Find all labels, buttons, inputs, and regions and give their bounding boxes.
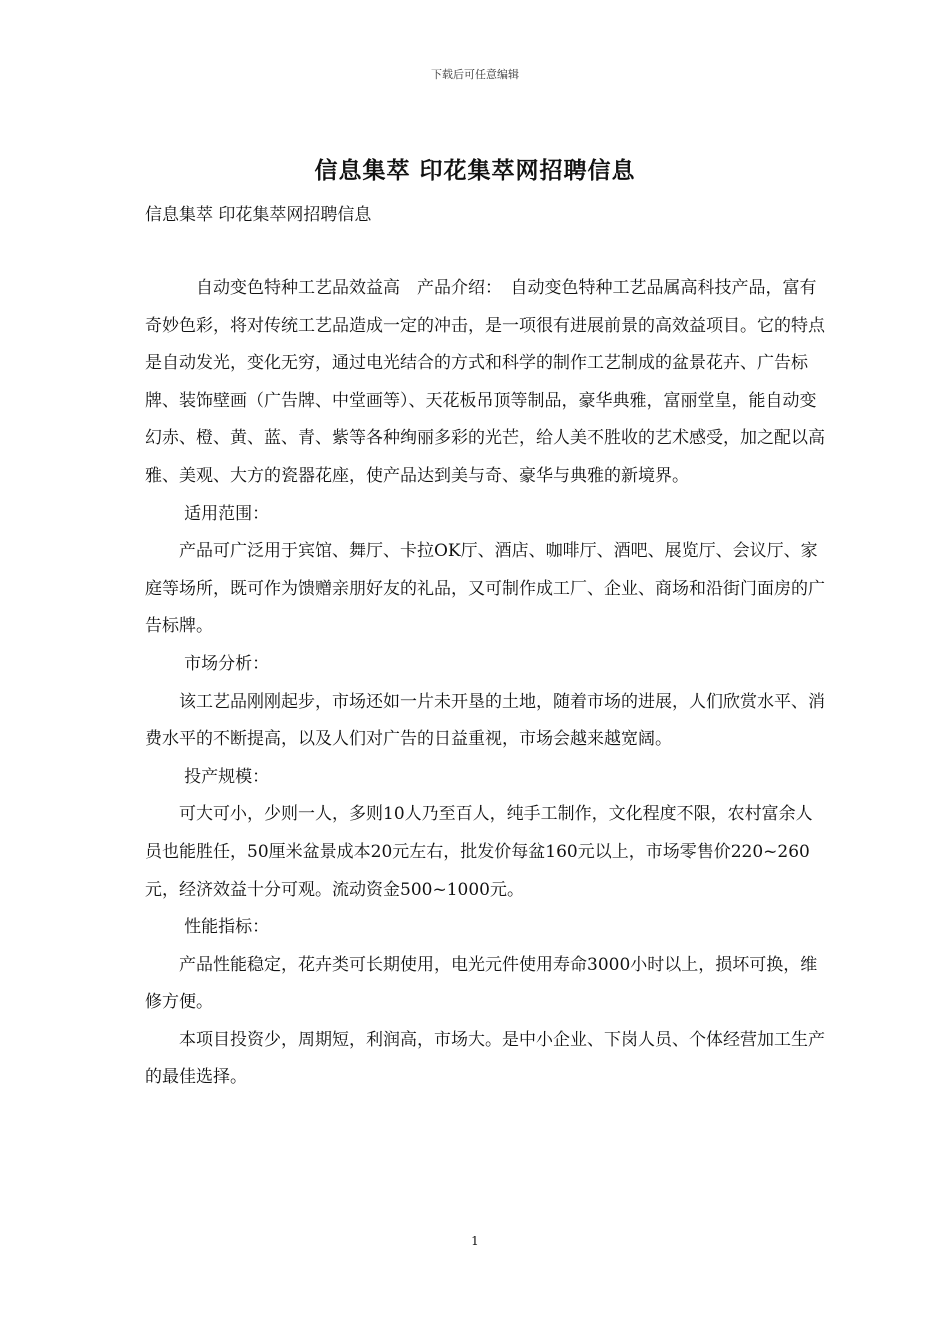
page-number: 1 [471, 1234, 479, 1248]
document-subtitle: 信息集萃 印花集萃网招聘信息 [145, 205, 372, 225]
header-note: 下载后可任意编辑 [431, 68, 519, 81]
section-heading-performance: 性能指标： [184, 917, 270, 938]
paragraph-conclusion: 本项目投资少，周期短，利润高，市场大。是中小企业、下岗人员、个体经营加工生产的最佳选择。 [145, 1029, 825, 1088]
document-title: 信息集萃 印花集萃网招聘信息 [314, 157, 636, 184]
section-heading-market: 市场分析： [184, 653, 270, 674]
section-heading-scale: 投产规模： [184, 766, 270, 787]
paragraph-performance: 产品性能稳定，花卉类可长期使用，电光元件使用寿命3000小时以上，损坏可换，维修方便。 [145, 954, 818, 1013]
paragraph-scope: 产品可广泛用于宾馆、舞厅、卡拉OK厅、酒店、咖啡厅、酒吧、展览厅、会议厅、家庭等场所，既可作为馈赠亲朋好友的礼品，又可制作成工厂、企业、商场和沿街门面房的广告标牌。 [145, 541, 825, 637]
document-body [145, 270, 825, 1097]
paragraph-market: 该工艺品刚刚起步，市场还如一片未开垦的土地，随着市场的进展，人们欣赏水平、消费水平的不断提高，以及人们对广告的日益重视，市场会越来越宽阔。 [145, 691, 825, 750]
paragraph-scale: 可大可小，少则一人，多则10人乃至百人，纯手工制作，文化程度不限，农村富余人员也能胜任，50厘米盆景成本20元左右，批发价每盆160元以上，市场零售价220~260元，经济效益十分可观。流动资金500~1000元。 [145, 804, 813, 900]
section-heading-scope: 适用范围： [184, 503, 270, 524]
paragraph-intro: 自动变色特种工艺品效益高 产品介绍： 自动变色特种工艺品属高科技产品，富有奇妙色彩，将对传统工艺品造成一定的冲击，是一项很有进展前景的高效益项目。它的特点是自动发光，变化无穷，通过电光结合的方式和科学的制作工艺制成的盆景花卉、广告标牌、装饰壁画（广告牌、中堂画等）、天花板吊顶等制品，豪华典雅，富丽堂皇，能自动变幻赤、橙、黄、蓝、青、紫等各种绚丽多彩的光芒，给人美不胜收的艺术感受，加之配以高雅、美观、大方的瓷器花座，使产品达到美与奇、豪华与典雅的新境界。 [145, 278, 825, 486]
